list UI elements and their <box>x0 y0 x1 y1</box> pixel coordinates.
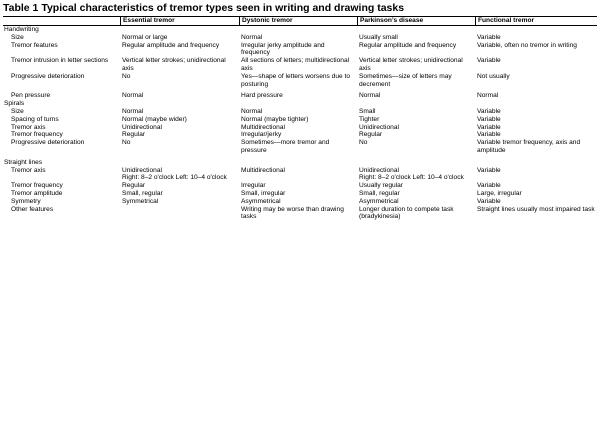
table-cell: Regular amplitude and frequency <box>122 41 220 49</box>
row-label: Other features <box>11 205 54 213</box>
table-cell: Large, irregular <box>477 189 522 197</box>
table-row <box>3 167 597 183</box>
table-cell: Small, regular <box>359 189 400 197</box>
table-cell: Usually small <box>359 33 398 41</box>
table-cell: Variable <box>477 197 501 205</box>
table-cell: Variable <box>477 33 501 41</box>
table-row <box>3 139 597 155</box>
section-row <box>3 26 597 34</box>
table-row <box>3 108 597 116</box>
table-cell: Multidirectional <box>241 166 285 174</box>
table-cell: Yes—shape of letters worsens due to posturing <box>241 72 350 88</box>
table-cell <box>120 206 239 222</box>
row-label: Tremor frequency <box>11 182 63 190</box>
table-cell: Variable <box>477 123 501 131</box>
table-cell: Unidirectional Right: 8–2 o'clock Left: 10–4 o'clock <box>122 166 227 182</box>
table-cell: Variable <box>477 166 501 174</box>
table-cell: Normal <box>241 107 263 115</box>
table-cell: Asymmetrical <box>241 197 281 205</box>
table-cell: Small, irregular <box>241 189 286 197</box>
table-cell: Normal (maybe wider) <box>122 115 187 123</box>
row-label: Tremor features <box>11 41 58 49</box>
header-cell-blank <box>3 17 120 25</box>
section-label: Handwriting <box>4 26 39 33</box>
table-cell: Regular <box>359 131 383 139</box>
table-cell: Small, regular <box>122 189 163 197</box>
table-cell: Normal <box>241 33 263 41</box>
table-cell: No <box>359 139 368 147</box>
table-row <box>3 198 597 206</box>
table-cell: Regular <box>122 131 146 139</box>
table-cell: Sometimes—more tremor and pressure <box>241 139 330 154</box>
table-row <box>3 131 597 139</box>
row-label: Size <box>11 33 24 41</box>
table-row <box>3 116 597 124</box>
table-row <box>3 92 597 100</box>
table-cell: All sections of letters; multidirectional axis <box>241 57 350 72</box>
table-cell: Variable <box>477 182 501 190</box>
table-row <box>3 73 597 89</box>
table-cell: Unidirectional <box>359 123 399 131</box>
section-row <box>3 100 597 108</box>
row-label: Tremor axis <box>11 166 46 174</box>
section-label: Spirals <box>4 100 25 108</box>
table-cell: Asymmetrical <box>359 197 399 205</box>
table-cell: Multidirectional <box>241 123 285 131</box>
table-cell: Variable <box>477 115 501 123</box>
table-cell: Not usually <box>477 72 510 80</box>
table-row <box>3 190 597 198</box>
table-cell: Variable <box>477 131 501 139</box>
table-cell: Straight lines usually most impaired task <box>477 205 595 213</box>
table-cell: Unidirectional Right: 8–2 o'clock Left: 10–4 o'clock <box>359 166 464 182</box>
table-row <box>3 42 597 58</box>
table-cell: Variable tremor frequency, axis and amplitude <box>477 139 581 154</box>
table-cell: Variable, often no tremor in writing <box>477 41 577 49</box>
row-label: Tremor axis <box>11 123 46 131</box>
row-label: Size <box>11 107 24 115</box>
table-title: Table 1 Typical characteristics of tremor types seen in writing and drawing tasks <box>3 2 405 14</box>
table-row <box>3 124 597 132</box>
table-cell: Normal or large <box>122 33 168 41</box>
table-cell: Irregular/jerky <box>241 131 282 139</box>
row-label: Tremor amplitude <box>11 189 63 197</box>
table-cell: Vertical letter strokes; unidirectional axis <box>359 57 463 72</box>
section-row <box>3 159 597 167</box>
table-cell: Irregular jerky amplitude and frequency <box>241 41 325 57</box>
table-cell: Regular <box>122 182 146 190</box>
header-functional-tremor: Functional tremor <box>475 17 597 25</box>
table-cell: Symmetrical <box>122 197 159 205</box>
table-cell: Longer duration to compete task (bradykinesia) <box>359 205 454 221</box>
table-cell: Tighter <box>359 115 380 123</box>
table-row <box>3 34 597 42</box>
table-cell: Variable <box>477 107 501 115</box>
table-cell: Normal <box>359 92 381 100</box>
table-cell: Normal <box>477 92 499 100</box>
row-label: Tremor frequency <box>11 131 63 139</box>
row-label: Progressive deterioration <box>11 72 85 80</box>
table-cell: Variable <box>477 57 501 65</box>
characteristics-table <box>3 16 597 221</box>
table-cell: Normal <box>122 107 144 115</box>
row-label: Progressive deterioration <box>11 139 85 147</box>
table-body <box>3 26 597 221</box>
table-row <box>3 182 597 190</box>
table-cell: Sometimes—size of letters may decrement <box>359 72 452 88</box>
table-cell: Writing may be worse than drawing tasks <box>241 205 344 221</box>
table-cell: Usually regular <box>359 182 403 190</box>
header-dystonic-tremor: Dystonic tremor <box>239 17 357 25</box>
table-cell: Unidirectional <box>122 123 162 131</box>
header-essential-tremor: Essential tremor <box>120 17 239 25</box>
table-cell: Normal (maybe tighter) <box>241 115 309 123</box>
section-label: Straight lines <box>4 158 43 166</box>
table-cell: Irregular <box>241 182 266 190</box>
header-parkinsons-disease: Parkinson’s disease <box>357 17 475 25</box>
table-row <box>3 206 597 222</box>
row-label: Spacing of turns <box>11 115 59 123</box>
table-cell: No <box>122 139 131 147</box>
row-label: Tremor intrusion in letter sections <box>11 57 109 65</box>
table-row <box>3 57 597 73</box>
row-label: Pen pressure <box>11 92 51 100</box>
table-cell: Vertical letter strokes; unidirectional axis <box>122 57 226 72</box>
table-header-row <box>3 16 597 26</box>
table-cell: Normal <box>122 92 144 100</box>
table-cell: Small <box>359 107 376 115</box>
table-cell: Regular amplitude and frequency <box>359 41 457 49</box>
table-cell: No <box>122 72 131 80</box>
table-cell: Hard pressure <box>241 92 283 100</box>
row-label: Symmetry <box>11 197 41 205</box>
